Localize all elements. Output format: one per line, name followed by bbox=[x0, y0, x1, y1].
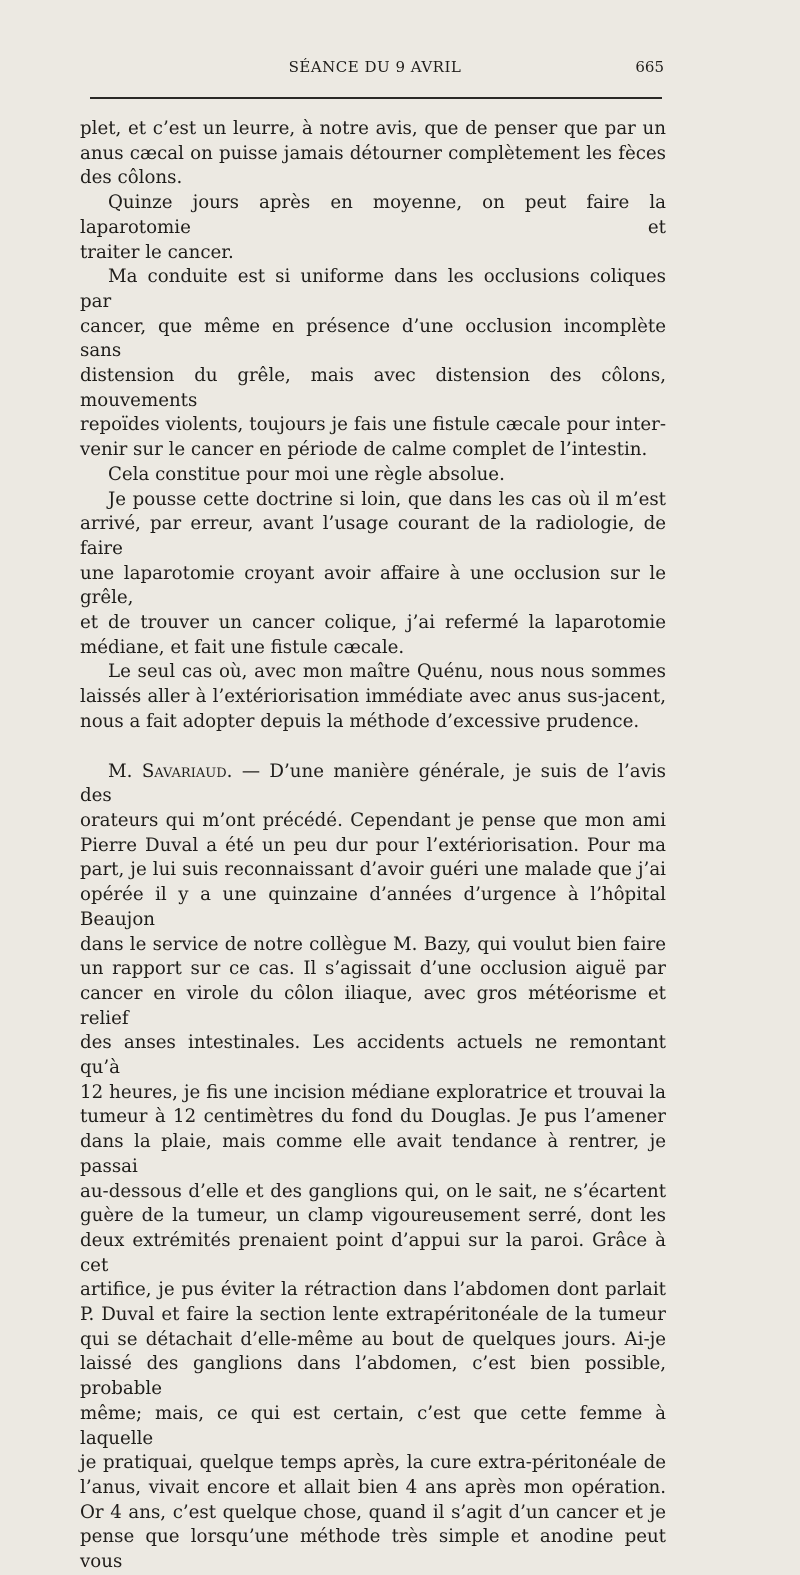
text-line: pense que lorsqu’une méthode très simple et anodine peut vous bbox=[80, 1526, 666, 1573]
text-line: anus cæcal on puisse jamais détourner complètement les fèces bbox=[80, 142, 666, 164]
text-line: Ma conduite est si uniforme dans les occlusions coliques par bbox=[80, 266, 666, 312]
text-line: je pratiquai, quelque temps après, la cure extra-péritonéale de bbox=[80, 1452, 666, 1474]
text-line: laissé des ganglions dans l’abdomen, c’est bien possible, probable bbox=[80, 1353, 666, 1400]
text-line: Pierre Duval a été un peu dur pour l’extériorisation. Pour ma bbox=[80, 834, 666, 856]
text-line: deux extrémités prenaient point d’appui sur la paroi. Grâce à cet bbox=[80, 1229, 666, 1276]
text-line: repoïdes violents, toujours je fais une fistule cæcale pour inter- bbox=[80, 414, 666, 436]
text-line: cancer, que même en présence d’une occlusion incomplète sans bbox=[80, 315, 666, 362]
text-line: part, je lui suis reconnaissant d’avoir guéri une malade que j’ai bbox=[80, 859, 666, 881]
text-line: Or 4 ans, c’est quelque chose, quand il s’agit d’un cancer et je bbox=[80, 1501, 666, 1523]
text-line: des anses intestinales. Les accidents actuels ne remontant qu’à bbox=[80, 1032, 666, 1079]
text-line: même; mais, ce qui est certain, c’est que cette femme à laquelle bbox=[80, 1402, 666, 1449]
text-line: qui se détachait d’elle-même au bout de quelques jours. Ai-je bbox=[80, 1328, 666, 1350]
text-line: au-dessous d’elle et des ganglions qui, on le sait, ne s’écartent bbox=[80, 1180, 666, 1202]
text-line: et de trouver un cancer colique, j’ai refermé la laparotomie bbox=[80, 612, 666, 634]
text-line: Cela constitue pour moi une règle absolue. bbox=[108, 463, 505, 485]
text-line: un rapport sur ce cas. Il s’agissait d’une occlusion aiguë par bbox=[80, 958, 666, 980]
text-line: tumeur à 12 centimètres du fond du Douglas. Je pus l’amener bbox=[80, 1106, 666, 1128]
text-line: l’anus, vivait encore et allait bien 4 ans après mon opération. bbox=[80, 1476, 666, 1498]
text-line: Quinze jours après en moyenne, on peut faire la laparotomie et bbox=[80, 192, 666, 238]
text-line: des côlons. bbox=[80, 167, 183, 189]
paragraph bbox=[80, 191, 666, 265]
text-line: une laparotomie croyant avoir affaire à une occlusion sur le grêle, bbox=[80, 562, 666, 609]
paragraph bbox=[80, 265, 666, 463]
speaker-name: Savariaud. bbox=[141, 760, 233, 782]
text-line: dans la plaie, mais comme elle avait tendance à rentrer, je passai bbox=[80, 1131, 666, 1177]
paragraph bbox=[80, 488, 666, 661]
section-gap bbox=[80, 735, 666, 760]
text-line: médiane, et fait une fistule cæcale. bbox=[80, 636, 405, 658]
text-line: venir sur le cancer en période de calme complet de l’intestin. bbox=[80, 439, 648, 461]
text-line: orateurs qui m’ont précédé. Cependant je pense que mon ami bbox=[80, 809, 666, 831]
running-header bbox=[86, 58, 664, 88]
text-line: distension du grêle, mais avec distension des côlons, mouvements bbox=[80, 365, 666, 411]
text-line: P. Duval et faire la section lente extrapéritonéale de la tumeur bbox=[80, 1304, 666, 1326]
speaker-prefix: M. bbox=[108, 760, 142, 782]
text-line: traiter le cancer. bbox=[80, 241, 234, 263]
page-number: 665 bbox=[635, 58, 664, 76]
paragraph bbox=[80, 660, 666, 734]
text-line: nous a fait adopter depuis la méthode d’excessive prudence. bbox=[80, 710, 640, 732]
paragraph bbox=[80, 463, 666, 488]
header-rule bbox=[90, 97, 662, 99]
text-line: artifice, je pus éviter la rétraction dans l’abdomen dont parlait bbox=[80, 1279, 666, 1301]
speaker-paragraph bbox=[80, 760, 666, 1575]
text-line: plet, et c’est un leurre, à notre avis, que de penser que par un bbox=[80, 118, 666, 139]
header-title: SÉANCE DU 9 AVRIL bbox=[288, 58, 462, 76]
speaker-first-line: — D’une manière générale, je suis de l’avis des bbox=[80, 760, 666, 807]
text-line: laissés aller à l’extériorisation immédiate avec anus sus-jacent, bbox=[80, 686, 666, 708]
text-line: opérée il y a une quinzaine d’années d’urgence à l’hôpital Beaujon bbox=[80, 884, 666, 930]
text-line: dans le service de notre collègue M. Bazy, qui voulut bien faire bbox=[80, 933, 666, 955]
text-line: 12 heures, je fis une incision médiane exploratrice et trouvai la bbox=[80, 1081, 666, 1103]
body-text bbox=[80, 117, 666, 1575]
text-line: Le seul cas où, avec mon maître Quénu, nous nous sommes bbox=[108, 661, 666, 683]
text-line: arrivé, par erreur, avant l’usage courant de la radiologie, de faire bbox=[80, 513, 666, 559]
text-line bbox=[80, 760, 666, 809]
paragraph bbox=[80, 117, 666, 191]
text-line: guère de la tumeur, un clamp vigoureusement serré, dont les bbox=[80, 1205, 666, 1227]
text-line: cancer en virole du côlon iliaque, avec gros météorisme et relief bbox=[80, 982, 666, 1029]
text-line: Je pousse cette doctrine si loin, que dans les cas où il m’est bbox=[108, 488, 666, 510]
